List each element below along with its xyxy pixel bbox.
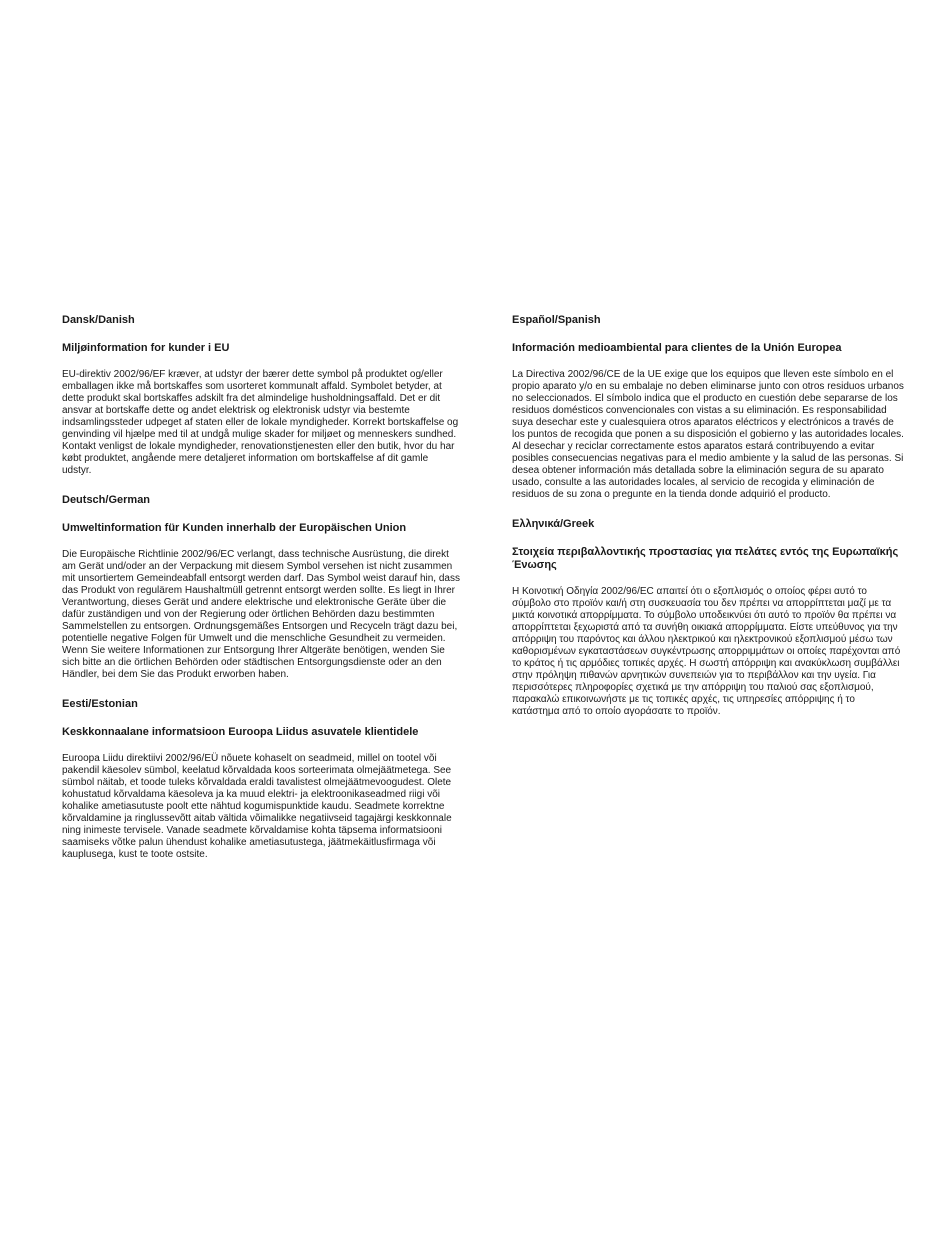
section-body: Die Europäische Richtlinie 2002/96/EC verlangt, dass technische Ausrüstung, die direkt am Gerät und/oder an der Verpackung mit diesem Symbol versehen ist nicht zusammen mit unsortiertem Gemeindeabfall entsorgt werden darf. Das Symbol weist darauf hin, dass das Produkt von regulärem Haushaltmüll getrennt entsorgt werden sollte. Es liegt in Ihrer Verantwortung, dieses Gerät und andere elektrische und elektronische Geräte über die dafür zuständigen und von der Regierung oder örtlichen Behörden dazu bestimmten Sammelstellen zu entsorgen. Ordnungsgemäßes Entsorgen und Recyceln trägt dazu bei, potentielle negative Folgen für Umwelt und die menschliche Gesundheit zu vermeiden. Wenn Sie weitere Informationen zur Entsorgung Ihrer Altgeräte benötigen, wenden Sie sich bitte an die örtlichen Behörden oder städtischen Entsorgungsdienste oder an den Händler, bei dem Sie das Produkt erworben haben.	[62, 549, 460, 680]
section-german	[62, 494, 460, 681]
language-label: Eesti/Estonian	[62, 698, 138, 710]
section-greek	[512, 518, 904, 718]
section-heading: Información medioambiental para clientes de la Unión Europea	[512, 342, 842, 354]
section-heading: Miljøinformation for kunder i EU	[62, 342, 230, 354]
section-heading: Umweltinformation für Kunden innerhalb der Europäischen Union	[62, 522, 407, 534]
language-label: Español/Spanish	[512, 314, 601, 326]
section-danish	[62, 314, 460, 477]
section-body: Euroopa Liidu direktiivi 2002/96/EÜ nõuete kohaselt on seadmeid, millel on tootel või pakendil käesolev sümbol, keelatud kõrvaldada koos sorteerimata olmejäätmetega. See sümbol näitab, et toode tuleks kõrvaldada eraldi tavalistest olmejäätmevoogudest. Olete kohustatud kõrvaldama käesoleva ja ka muud elektri- ja elektroonikaseadmed riigi või kohalike ametiasutuste poolt ette nähtud kogumispunktide kaudu. Seadmete korrektne kõrvaldamine ja ringlussevõtt aitab vältida võimalikke negatiivseid tagajärgi keskkonnale ning inimeste tervisele. Vanade seadmete kõrvaldamise kohta täpsema informatsiooni saamiseks võtke palun ühendust kohalike ametiasutustega, jäätmekäitlusfirmaga või kauplusega, kust te toote ostsite.	[62, 753, 452, 860]
language-label: Dansk/Danish	[62, 314, 135, 326]
section-heading: Keskkonnaalane informatsioon Euroopa Liidus asuvatele klientidele	[62, 726, 419, 738]
section-estonian	[62, 698, 460, 861]
section-spanish	[512, 314, 904, 501]
language-label: Ελληνικά/Greek	[512, 518, 595, 530]
language-label: Deutsch/German	[62, 494, 151, 506]
section-body: EU-direktiv 2002/96/EF kræver, at udstyr der bærer dette symbol på produktet og/eller emballagen ikke må bortskaffes som usorteret kommunalt affald. Symbolet betyder, at dette produkt skal bortskaffes adskilt fra det almindelige husholdningsaffald. Det er dit ansvar at bortskaffe dette og andet elektrisk og elektronisk udstyr via bestemte indsamlingssteder udpeget af staten eller de lokale myndigheder. Korrekt bortskaffelse og genvinding vil hjælpe med til at undgå mulige skader for miljøet og menneskers sundhed. Kontakt venligst de lokale myndigheder, renovationstjenesten eller den butik, hvor du har købt produktet, angående mere detaljeret information om bortskaffelse af dit gamle udstyr.	[62, 369, 459, 476]
section-body: La Directiva 2002/96/CE de la UE exige que los equipos que lleven este símbolo en el propio aparato y/o en su embalaje no deben eliminarse junto con otros residuos urbanos no seleccionados. El símbolo indica que el producto en cuestión debe separarse de los residuos domésticos convencionales con vistas a su eliminación. Es responsabilidad suya desechar este y cualesquiera otros aparatos eléctricos y electrónicos a través de los puntos de recogida que ponen a su disposición el gobierno y las autoridades locales. Al desechar y reciclar correctamente estos aparatos estará contribuyendo a evitar posibles consecuencias negativas para el medio ambiente y la salud de las personas. Si desea obtener información más detallada sobre la eliminación segura de su aparato usado, consulte a las autoridades locales, al servicio de recogida y eliminación de residuos de su zona o pregunte en la tienda donde adquirió el producto.	[512, 369, 904, 500]
section-heading: Στοιχεία περιβαλλοντικής προστασίας για πελάτες εντός της Ευρωπαϊκής Ένωσης	[512, 546, 899, 571]
right-column	[512, 314, 904, 735]
left-column	[62, 314, 460, 878]
section-body: Η Κοινοτική Οδηγία 2002/96/EC απαιτεί ότι ο εξοπλισμός ο οποίος φέρει αυτό το σύμβολο στο προϊόν και/ή στη συσκευασία του δεν πρέπει να απορρίπτεται μαζί με τα μικτά κοινοτικά απορρίμματα. Το σύμβολο υποδεικνύει ότι αυτό το προϊόν θα πρέπει να απορρίπτεται ξεχωριστά από τα συνήθη οικιακά απορρίμματα. Είστε υπεύθυνος για την απόρριψη του παρόντος και άλλου ηλεκτρικού και ηλεκτρονικού εξοπλισμού μέσω των καθορισμένων εγκαταστάσεων συγκέντρωσης απορριμμάτων οι οποίες παρέχονται από το κράτος ή τις αρμόδιες τοπικές αρχές. Η σωστή απόρριψη και ανακύκλωση συμβάλλει στην πρόληψη πιθανών αρνητικών συνεπειών για το περιβάλλον και την υγεία. Για περισσότερες πληροφορίες σχετικά με την απόρριψη του παλιού σας εξοπλισμού, παρακαλώ επικοινωνήστε με τις τοπικές αρχές, τις υπηρεσίες απόρριψης ή το κατάστημα από το οποίο αγοράσατε το προϊόν.	[512, 586, 901, 717]
